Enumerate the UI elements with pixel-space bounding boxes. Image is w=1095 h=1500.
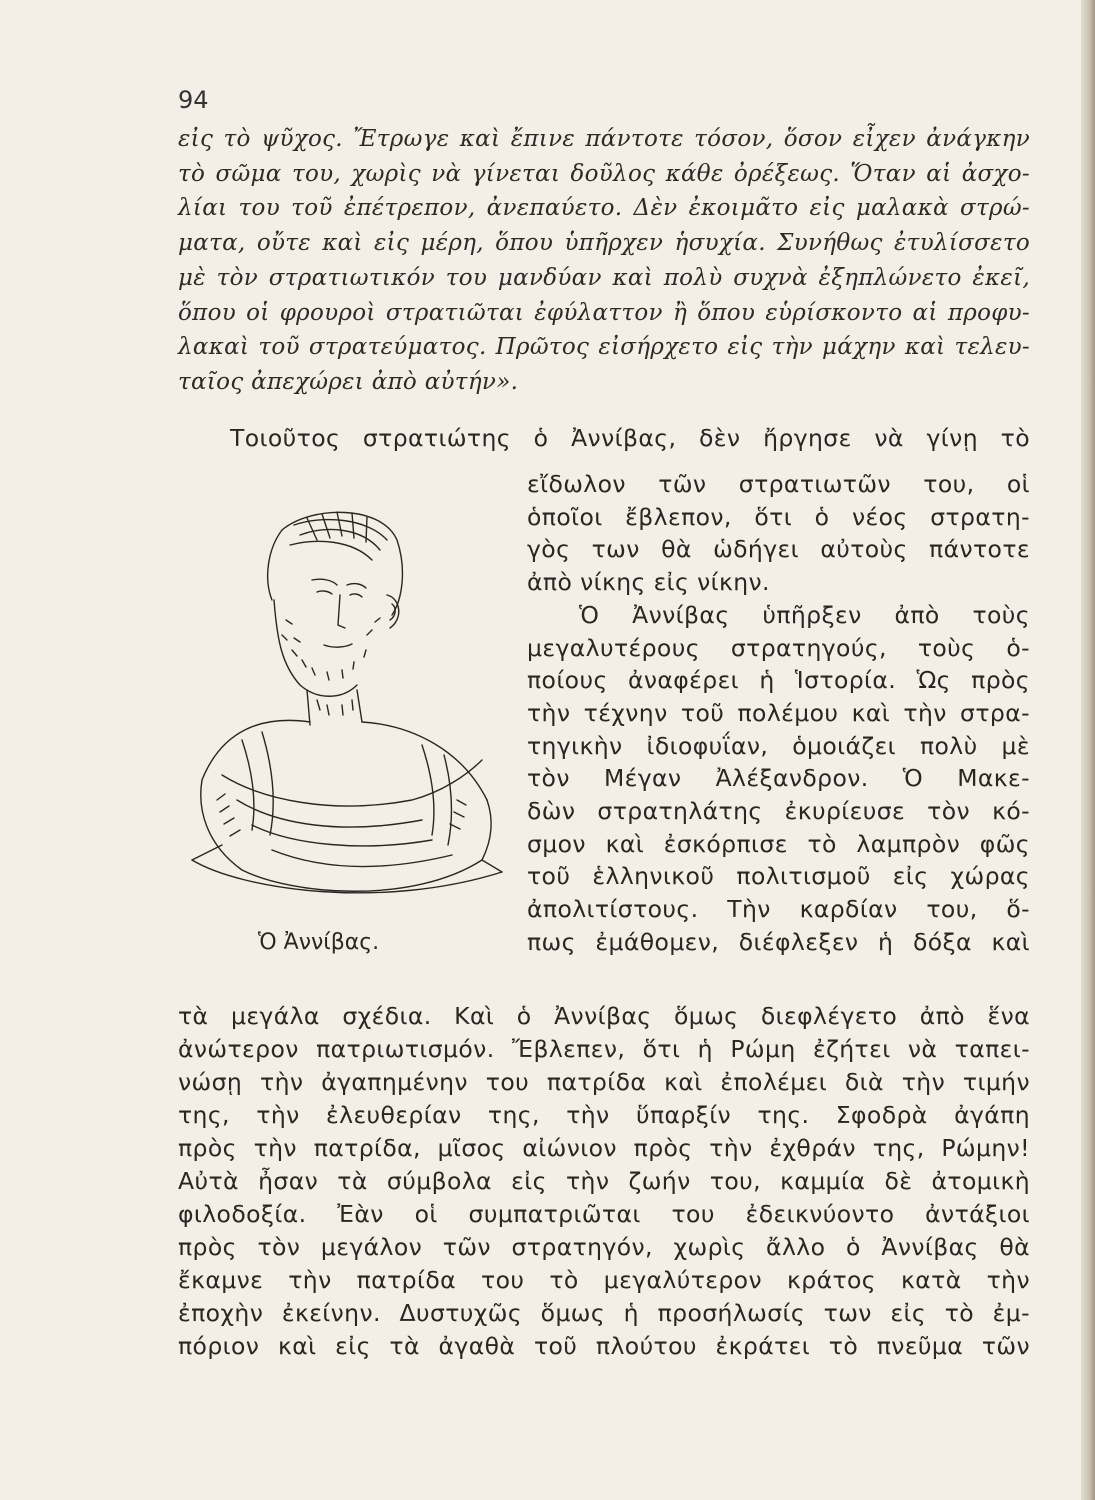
quote-line: ταῖος ἀπεχώρει ἀπὸ αὐτήν». [178,368,519,395]
text-line: ὁποῖοι ἔβλεπον, ὅτι ὁ νέος στρατη- [527,502,1030,531]
text-line: γὸς των θὰ ὡδήγει αὐτοὺς πάντοτε [527,535,1030,564]
text-line: πρὸς τὴν πατρίδα, μῖσος αἰώνιον πρὸς τὴν ἐχθράν της, Ρώμην! [178,1134,1030,1162]
text-line: Τοιοῦτος στρατιώτης ὁ Ἀννίβας, δὲν ἤργησε νὰ γίνῃ τὸ [230,424,1030,452]
text-line: τοῦ ἑλληνικοῦ πολιτισμοῦ εἰς χώρας [527,862,1030,891]
quote-block [178,122,1030,400]
text-line: ἀνώτερον πατριωτισμόν. Ἔβλεπεν, ὅτι ἡ Ρώμη ἐζήτει νὰ ταπει- [178,1035,1030,1063]
bottom-text-block [178,1000,1030,1363]
quote-line: εἰς τὸ ψῦχος. Ἔτρωγε καὶ ἔπινε πάντοτε τόσον, ὅσον εἶχεν ἀνάγκην [178,126,1030,152]
text-line: τὴν τέχνην τοῦ πολέμου καὶ τὴν στρα- [527,698,1030,727]
text-line: τὸν Μέγαν Ἀλέξανδρον. Ὁ Μακε- [527,764,1030,793]
paragraph-first-line [230,422,1030,455]
text-line: τηγικὴν ἰδιοφυΐαν, ὁμοιάζει πολὺ μὲ [527,731,1030,760]
figure-caption: Ὁ Ἀννίβας. [258,930,380,955]
text-line: τὰ μεγάλα σχέδια. Καὶ ὁ Ἀννίβας ὅμως διεφλέγετο ἀπὸ ἕνα [178,1002,1030,1030]
page-number: 94 [178,86,209,114]
text-line: δὼν στρατηλάτης ἐκυρίευσε τὸν κό- [527,797,1030,826]
text-line: ἐποχὴν ἐκείνην. Δυστυχῶς ὅμως ἡ προσήλωσίς των εἰς τὸ ἐμ- [178,1299,1030,1327]
text-line: Αὐτὰ ἦσαν τὰ σύμβολα εἰς τὴν ζωήν του, καμμία δὲ ἀτομικὴ [178,1167,1030,1195]
quote-line: λακαὶ τοῦ στρατεύματος. Πρῶτος εἰσήρχετο εἰς τὴν μάχην καὶ τελευ- [178,334,1030,361]
text-line: της, τὴν ἐλευθερίαν της, τὴν ὕπαρξίν της. Σφοδρὰ ἀγάπη [178,1101,1030,1129]
text-line: νώσῃ τὴν ἀγαπημένην του πατρίδα καὶ ἐπολέμει διὰ τὴν τιμήν [178,1068,1030,1096]
quote-line: λίαι του τοῦ ἐπέτρεπον, ἀνεπαύετο. Δὲν ἐκοιμᾶτο εἰς μαλακὰ στρώ- [178,195,1030,222]
quote-line: τὸ σῶμα του, χωρὶς νὰ γίνεται δοῦλος κάθε ὀρέξεως. Ὅταν αἱ ἀσχο- [178,160,1030,187]
text-line: σμον καὶ ἐσκόρπισε τὸ λαμπρὸν φῶς [527,829,1030,858]
text-line: ἔκαμνε τὴν πατρίδα του τὸ μεγαλύτερον κράτος κατὰ τὴν [178,1266,1030,1294]
text-line: πως ἐμάθομεν, διέφλεξεν ἡ δόξα καὶ [527,927,1030,956]
quote-line: ματα, οὔτε καὶ εἰς μέρη, ὅπου ὑπῆρχεν ἡσυχία. Συνήθως ἐτυλίσσετο [178,230,1030,257]
text-line: μεγαλυτέρους στρατηγούς, τοὺς ὁ- [527,633,1030,662]
text-line: ἀπὸ νίκης εἰς νίκην. [527,568,770,597]
quote-line: μὲ τὸν στρατιωτικόν του μανδύαν καὶ πολὺ συχνὰ ἐξηπλώνετο ἐκεῖ, [178,264,1030,291]
page-edge [1081,0,1095,1500]
text-line: Ὁ Ἀννίβας ὑπῆρξεν ἀπὸ τοὺς [579,600,1030,629]
text-line: εἴδωλον τῶν στρατιωτῶν του, οἱ [527,470,1030,498]
quote-line: ὅπου οἱ φρουροὶ στρατιῶται ἐφύλαττον ἢ ὅπου εὑρίσκοντο αἱ προφυ- [178,299,1030,326]
text-line: φιλοδοξία. Ἐὰν οἱ συμπατριῶται του ἐδεικνύοντο ἀντάξιοι [178,1200,1030,1228]
text-line: ποίους ἀναφέρει ἡ Ἱστορία. Ὡς πρὸς [527,666,1030,695]
right-column-text [527,468,1030,959]
text-line: ἀπολιτίστους. Τὴν καρδίαν του, ὅ- [527,895,1030,924]
text-line: πρὸς τὸν μεγάλον τῶν στρατηγόν, χωρὶς ἄλλο ὁ Ἀννίβας θὰ [178,1233,1030,1261]
hannibal-bust-illustration [182,500,512,920]
text-line: πόριον καὶ εἰς τὰ ἀγαθὰ τοῦ πλούτου ἐκράτει τὸ πνεῦμα τῶν [178,1332,1030,1360]
